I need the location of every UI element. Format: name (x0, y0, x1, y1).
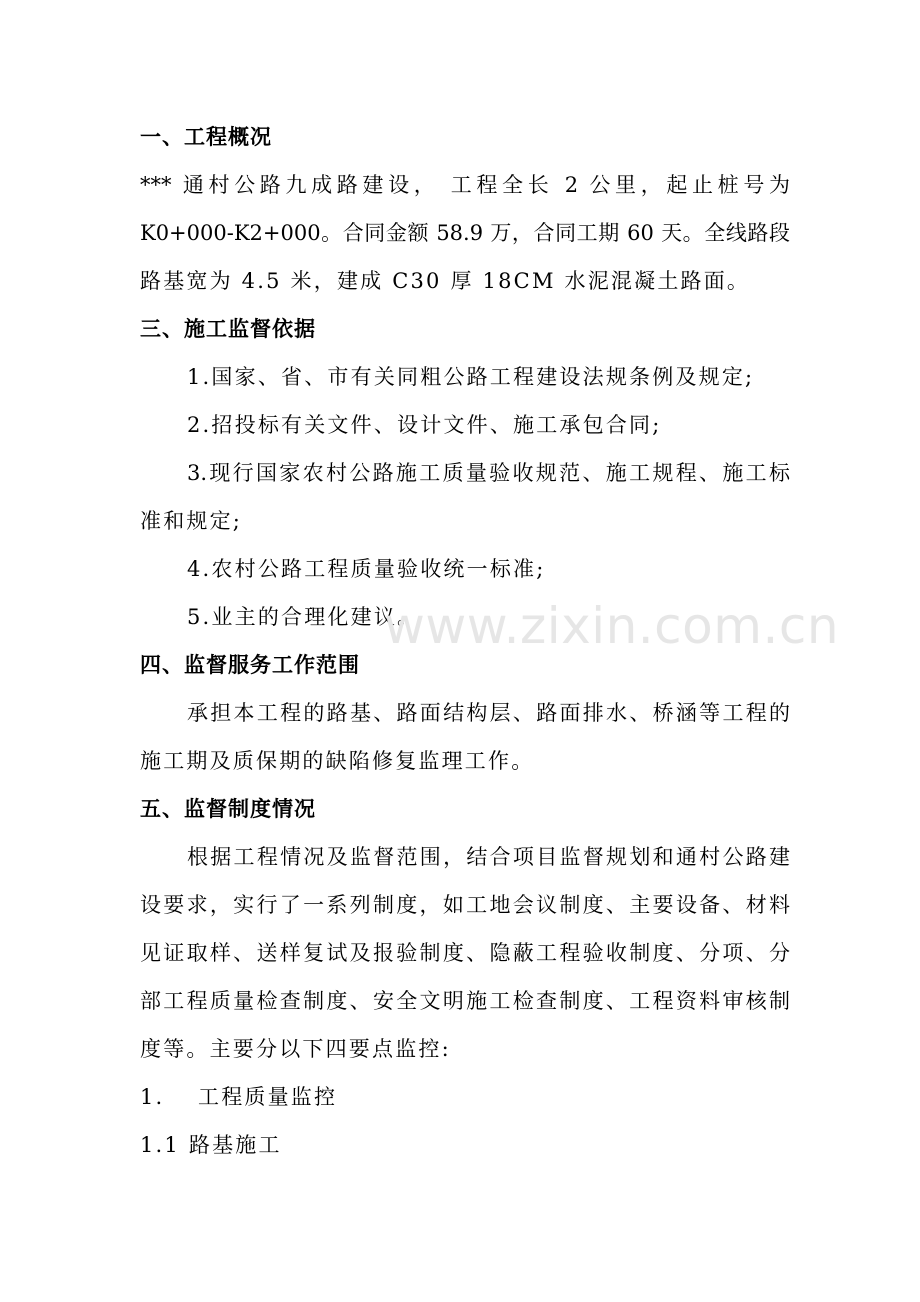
subsection-title: 工程质量监控 (198, 1085, 338, 1109)
section-heading-basis: 三、施工监督依据 (140, 317, 316, 341)
paragraph-line: 部工程质量检查制度、安全文明施工检查制度、工程资料审核制 (140, 989, 790, 1013)
paragraph-line: 路基宽为 4.5 米，建成 C30 厚 18CM 水泥混凝土路面。 (140, 269, 751, 293)
list-item-continuation: 准和规定; (140, 509, 243, 533)
list-item: 1.国家、省、市有关同粗公路工程建设法规条例及规定; (187, 365, 755, 389)
list-item: 5.业主的合理化建议。 (187, 605, 421, 629)
paragraph-line: 设要求，实行了一系列制度，如工地会议制度、主要设备、材料 (140, 893, 790, 917)
sub-subsection-heading: 1.1 路基施工 (140, 1133, 282, 1157)
subsection-number: 1. (140, 1085, 165, 1109)
section-heading-system: 五、监督制度情况 (140, 797, 316, 821)
paragraph-line: 见证取样、送样复试及报验制度、隐蔽工程验收制度、分项、分 (140, 941, 790, 965)
section-heading-overview: 一、工程概况 (140, 125, 272, 149)
paragraph-line: 承担本工程的路基、路面结构层、路面排水、桥涵等工程的 (187, 701, 790, 725)
section-heading-scope: 四、监督服务工作范围 (140, 653, 360, 677)
paragraph-line: K0+000-K2+000。合同金额 58.9 万，合同工期 60 天。全线路段 (140, 221, 790, 245)
paragraph-line: 根据工程情况及监督范围，结合项目监督规划和通村公路建 (187, 845, 790, 869)
list-item: 4.农村公路工程质量验收统一标准; (187, 557, 546, 581)
list-item: 2.招投标有关文件、设计文件、施工承包合同; (187, 413, 662, 437)
subsection-heading (140, 1082, 790, 1112)
watermark: www.zixin.com.cn (384, 597, 840, 655)
paragraph-line: 施工期及质保期的缺陷修复监理工作。 (140, 749, 535, 773)
paragraph-line: 度等。主要分以下四要点监控: (140, 1037, 451, 1061)
paragraph-line: *** 通村公路九成路建设， 工程全长 2 公里，起止桩号为 (140, 173, 790, 197)
list-item: 3.现行国家农村公路施工质量验收规范、施工规程、施工标 (187, 461, 790, 485)
